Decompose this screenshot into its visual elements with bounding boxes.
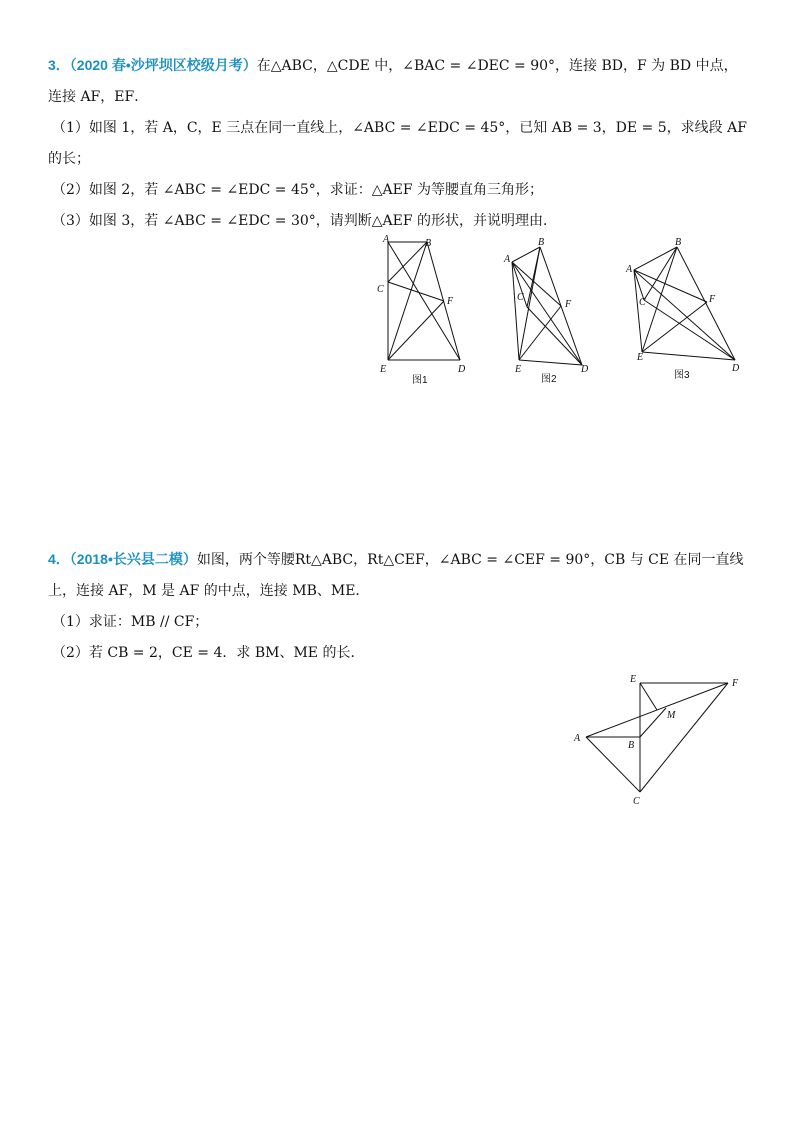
fig1-caption: 图1 xyxy=(412,375,428,386)
problem-3-part-2: （2）如图 2，若 ∠ABC = ∠EDC = 45°，求证：△AEF 为等腰直角三角形； xyxy=(52,182,544,198)
problem-text: 在△ABC，△CDE 中，∠BAC = ∠DEC = 90°，连接 BD，F 为 BD 中点， xyxy=(256,58,738,74)
fig2-caption: 图2 xyxy=(541,374,557,385)
figure-1 xyxy=(370,230,480,390)
fig1-label-F: F xyxy=(447,296,454,307)
fig3-label-A: A xyxy=(626,264,633,275)
fig4-label-M: M xyxy=(667,710,676,721)
problem-source: （2018•长兴县二模） xyxy=(69,551,197,567)
problem-source: （2020 春•沙坪坝区校级月考） xyxy=(69,57,257,73)
fig2-label-A: A xyxy=(504,254,511,265)
fig4-label-A: A xyxy=(574,733,581,744)
fig1-label-E: E xyxy=(380,364,387,375)
problem-3 xyxy=(48,50,758,237)
problem-3-part-3: （3）如图 3，若 ∠ABC = ∠EDC = 30°，请判断△AEF 的形状，并说明理由． xyxy=(52,213,558,229)
fig1-label-D: D xyxy=(458,364,466,375)
fig3-label-C: C xyxy=(639,297,646,308)
fig1-label-C: C xyxy=(377,284,384,295)
fig1-label-B: B xyxy=(425,238,432,249)
problem-4-intro-line-1 xyxy=(48,544,758,576)
fig4-label-F: F xyxy=(732,678,739,689)
fig2-label-D: D xyxy=(581,364,589,375)
fig4-label-B: B xyxy=(628,740,635,751)
fig1-label-A: A xyxy=(383,234,390,245)
problem-4-intro-line-2: 上，连接 AF，M 是 AF 的中点，连接 MB、ME． xyxy=(48,583,370,599)
problem-text: 如图，两个等腰Rt△ABC，Rt△CEF，∠ABC = ∠CEF = 90°，CB 与 CE 在同一直线 xyxy=(196,552,744,568)
problem-4-part-1: （1）求证：MB // CF； xyxy=(52,614,209,630)
fig2-label-F: F xyxy=(565,299,572,310)
fig2-label-C: C xyxy=(517,292,524,303)
figure-3 xyxy=(622,232,747,392)
fig3-caption: 图3 xyxy=(674,370,690,381)
figure-4 xyxy=(568,670,748,810)
problem-3-part-1-line-1: （1）如图 1，若 A，C，E 三点在同一直线上，∠ABC = ∠EDC = 45°，已知 AB = 3，DE = 5，求线段 AF xyxy=(52,120,747,136)
fig4-label-E: E xyxy=(630,674,637,685)
problem-number: 3． xyxy=(48,57,70,73)
fig3-label-B: B xyxy=(675,237,682,248)
fig3-label-D: D xyxy=(732,363,740,374)
problem-3-intro-line-2: 连接 AF，EF． xyxy=(48,89,149,105)
figure-2 xyxy=(497,232,597,392)
fig3-label-F: F xyxy=(709,294,716,305)
fig2-label-E: E xyxy=(515,364,522,375)
problem-number: 4． xyxy=(48,551,70,567)
fig2-label-B: B xyxy=(538,237,545,248)
problem-3-part-1-line-2: 的长； xyxy=(48,151,90,167)
problem-4-part-2: （2）若 CB = 2，CE = 4．求 BM、ME 的长． xyxy=(52,645,365,661)
fig3-label-E: E xyxy=(637,352,644,363)
problem-3-intro-line-1 xyxy=(48,50,758,82)
fig4-label-C: C xyxy=(633,796,640,807)
problem-4 xyxy=(48,544,758,669)
